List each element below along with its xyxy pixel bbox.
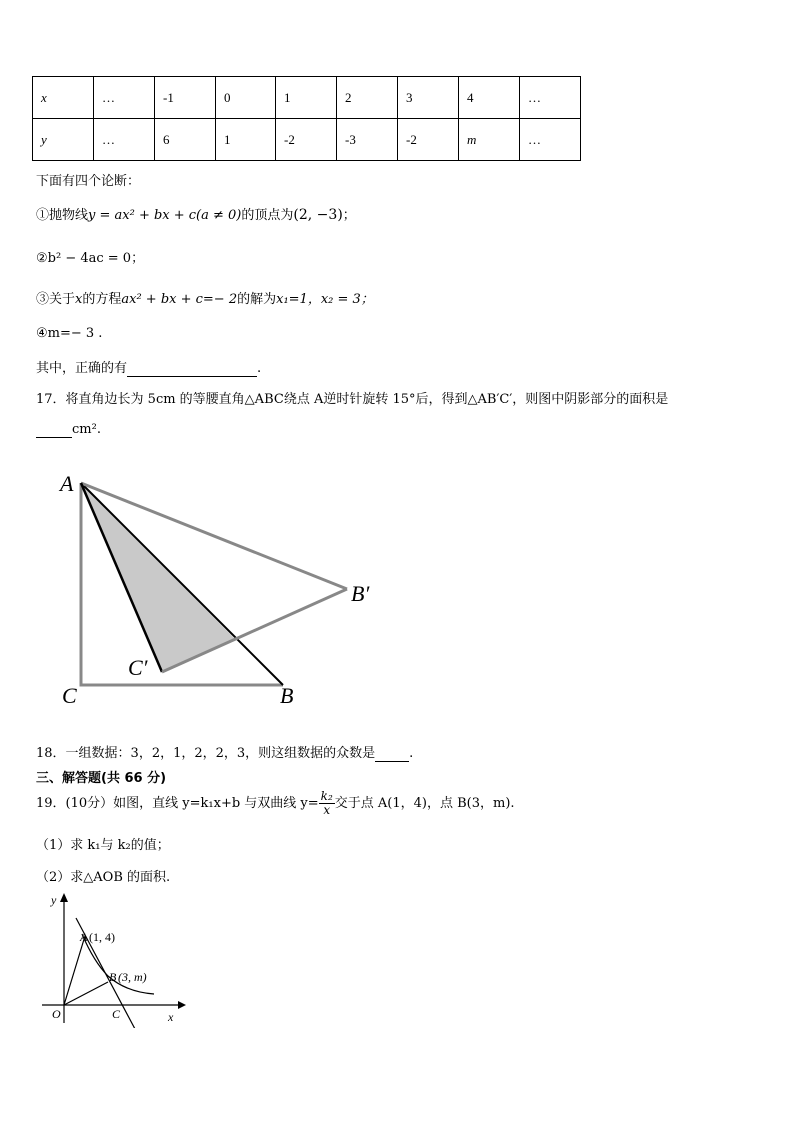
label-a-coord: (1, 4)	[89, 930, 115, 944]
answer-blank[interactable]	[127, 361, 257, 377]
intro-text: 下面有四个论断：	[36, 174, 141, 189]
table-row	[33, 119, 581, 161]
x-axis-arrow-icon	[178, 1001, 186, 1009]
claim-1-equation: y = ax² + bx + c(a ≠ 0)	[88, 208, 242, 223]
segment-oa	[64, 936, 85, 1005]
label-c-prime: C′	[128, 655, 148, 680]
claim-3-equation: ax² + bx + c=− 2	[121, 292, 238, 307]
values-table	[32, 76, 581, 161]
question-19-part-2: （2）求△AOB 的面积.	[36, 870, 171, 885]
question-17-answer	[36, 422, 101, 438]
claim-3-solution: x₁=1，x₂ = 3；	[276, 292, 374, 307]
answer-suffix: .	[257, 361, 262, 376]
claim-3	[36, 288, 374, 307]
claim-1-end: ；	[342, 208, 356, 223]
table-cell: 3	[398, 77, 459, 119]
fraction-denominator: x	[323, 803, 331, 817]
segment-ob	[64, 982, 108, 1005]
label-x: x	[168, 1010, 174, 1024]
answer-prefix: 其中，正确的有	[36, 361, 128, 376]
label-b: B	[280, 683, 294, 708]
label-o: O	[52, 1007, 61, 1021]
claim-1-mid: 的顶点为	[241, 208, 294, 223]
claim-2: ②b² − 4ac = 0；	[36, 251, 145, 266]
label-b-prime: B′	[351, 581, 370, 606]
table-cell: …	[94, 119, 155, 161]
table-cell: …	[520, 119, 581, 161]
label-c: C	[112, 1007, 121, 1021]
question-19	[36, 790, 515, 817]
table-cell: -2	[276, 119, 337, 161]
y-axis-arrow-icon	[60, 893, 68, 902]
claim-3-var: x	[75, 292, 83, 307]
question-18-suffix: .	[409, 746, 414, 761]
table-cell: 6	[155, 119, 216, 161]
table-cell: x	[33, 77, 94, 119]
fraction-k2-over-x	[319, 790, 335, 817]
table-cell: -1	[155, 77, 216, 119]
table-cell: …	[520, 77, 581, 119]
table-cell: 1	[276, 77, 337, 119]
question-17-text: 17．将直角边长为 5cm 的等腰直角△ABC绕点 A逆时针旋转 15°后，得到△AB′C′，则图中阴影部分的面积是	[36, 392, 669, 407]
label-b-coord: (3, m)	[118, 970, 147, 984]
table-row	[33, 77, 581, 119]
fraction-numerator: k₂	[320, 789, 333, 803]
label-c: C	[62, 683, 77, 708]
label-y: y	[51, 893, 57, 907]
claim-1-vertex: (2, −3)	[293, 207, 343, 223]
claim-3-mid: 的方程	[82, 292, 122, 307]
figure-19	[36, 888, 186, 1028]
section-3-heading: 三、解答题(共 66 分)	[36, 771, 167, 786]
answer-line	[36, 357, 261, 377]
question-19-prefix: 19．(10分）如图，直线 y=k₁x+b 与双曲线 y=	[36, 796, 319, 811]
table-cell: 1	[216, 119, 276, 161]
claim-1	[36, 204, 356, 223]
question-18-blank[interactable]	[375, 746, 409, 762]
question-17-unit: cm².	[72, 422, 101, 437]
table-cell: -2	[398, 119, 459, 161]
table-cell: 2	[337, 77, 398, 119]
question-18	[36, 742, 413, 762]
claim-3-prefix: ③关于	[36, 292, 76, 307]
table-cell: …	[94, 77, 155, 119]
label-a: A	[60, 471, 74, 496]
question-17-blank[interactable]	[36, 422, 72, 438]
table-cell: y	[33, 119, 94, 161]
table-cell: 0	[216, 77, 276, 119]
table-cell: -3	[337, 119, 398, 161]
question-19-part-1: （1）求 k₁与 k₂的值；	[36, 838, 170, 853]
question-19-suffix: 交于点 A(1，4)，点 B(3，m).	[334, 796, 515, 811]
table-cell: m	[459, 119, 520, 161]
claim-4: ④m=− 3 .	[36, 326, 103, 341]
figure-17	[50, 465, 390, 715]
question-18-text: 18．一组数据：3，2，1，2，2，3，则这组数据的众数是	[36, 746, 376, 761]
table-cell: 4	[459, 77, 520, 119]
label-b: B	[109, 970, 117, 984]
claim-3-mid2: 的解为	[237, 292, 277, 307]
claim-1-prefix: ①抛物线	[36, 208, 89, 223]
label-a: A	[80, 930, 88, 944]
shaded-region	[81, 483, 235, 672]
